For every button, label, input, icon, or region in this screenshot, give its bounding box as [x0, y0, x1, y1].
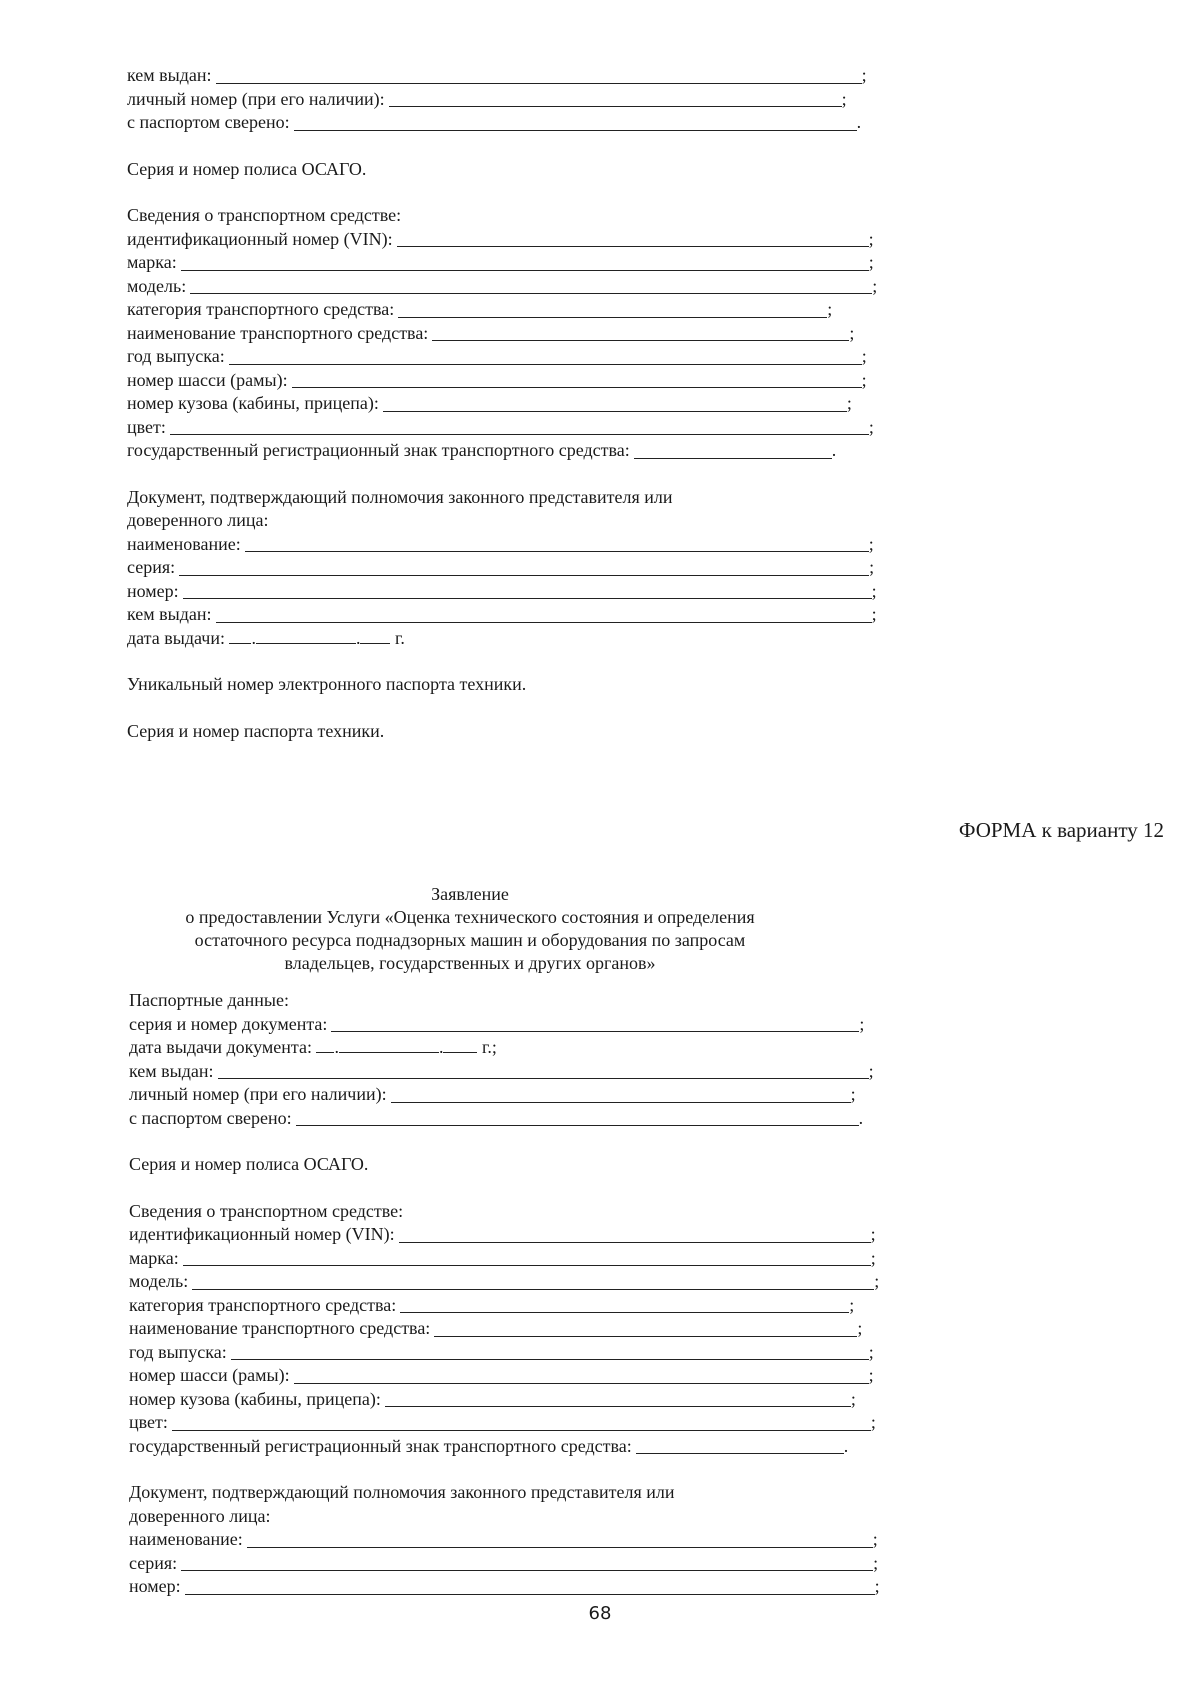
osago-line: Серия и номер полиса ОСАГО. [127, 158, 367, 179]
field-terminator: ; [871, 604, 877, 624]
field-row [129, 1435, 880, 1459]
field-blank[interactable] [294, 113, 857, 131]
field-terminator: ; [868, 252, 874, 272]
field-row [127, 322, 877, 346]
field-label: наименование транспортного средства: [129, 1318, 431, 1338]
field-row [127, 275, 877, 299]
field-row [129, 1013, 880, 1037]
field-blank[interactable] [399, 1225, 871, 1243]
field-row [127, 111, 877, 135]
field-blank[interactable] [397, 229, 869, 247]
field-terminator: ; [841, 88, 847, 109]
passport-issue-year-blank[interactable] [443, 1036, 477, 1053]
vehicle-heading: Сведения о транспортном средстве: [127, 205, 402, 225]
field-terminator: ; [861, 369, 867, 390]
field-row [127, 298, 877, 322]
field-blank[interactable] [636, 1436, 844, 1454]
field-terminator: ; [849, 1294, 855, 1315]
field-terminator: ; [827, 299, 833, 319]
field-terminator: ; [868, 416, 874, 437]
field-row [127, 345, 877, 369]
passport-heading: Паспортные данные: [129, 990, 289, 1010]
field-label: модель: [129, 1271, 189, 1291]
field-row [127, 533, 877, 557]
field-blank[interactable] [170, 417, 869, 435]
field-row [129, 1270, 880, 1294]
issue-date-line: дата выдачи: . . г. [127, 627, 405, 648]
field-terminator: . [856, 112, 862, 132]
vehicle-fields-2 [129, 1223, 880, 1458]
osago-line-2: Серия и номер полиса ОСАГО. [129, 1154, 369, 1174]
field-terminator: ; [868, 1060, 874, 1081]
authority-doc-fields-2 [129, 1528, 880, 1599]
field-blank[interactable] [245, 534, 869, 552]
field-label: марка: [129, 1247, 179, 1268]
title-line-2: о предоставлении Услуги «Оценка технического состояния и определения [185, 907, 755, 927]
field-terminator: ; [850, 1084, 856, 1104]
authority-doc-heading-2: доверенного лица: [127, 510, 269, 530]
authority-doc-heading-2-2: доверенного лица: [129, 1505, 271, 1526]
field-row [129, 1575, 880, 1599]
field-label: наименование: [127, 533, 241, 554]
field-label: номер: [127, 580, 179, 601]
vehicle-fields [127, 228, 877, 463]
field-blank[interactable] [398, 300, 827, 318]
field-terminator: ; [850, 1388, 856, 1409]
field-label: личный номер (при его наличии): [127, 88, 385, 109]
field-terminator: ; [861, 65, 867, 85]
field-label: цвет: [127, 416, 166, 437]
field-blank[interactable] [434, 1319, 857, 1337]
field-label: с паспортом сверено: [129, 1107, 292, 1128]
field-blank[interactable] [634, 441, 832, 459]
field-row [129, 1317, 880, 1341]
field-label: номер кузова (кабины, прицепа): [129, 1388, 381, 1409]
field-row [127, 64, 877, 88]
field-blank[interactable] [172, 1413, 871, 1431]
issue-month-blank[interactable] [256, 627, 356, 644]
field-label: кем выдан: [127, 604, 212, 624]
field-blank[interactable] [216, 66, 862, 84]
field-label: идентификационный номер (VIN): [129, 1224, 395, 1244]
field-row [127, 556, 877, 580]
field-row [127, 228, 877, 252]
field-label: модель: [127, 275, 187, 296]
passport-issue-date-line: дата выдачи документа: . . г.; [129, 1037, 497, 1057]
field-blank[interactable] [294, 1366, 869, 1384]
field-row [127, 88, 877, 112]
field-terminator: ; [868, 1365, 874, 1385]
field-blank[interactable] [179, 558, 869, 576]
field-terminator: ; [871, 580, 877, 601]
field-row [127, 439, 877, 463]
title-line-1: Заявление [431, 884, 509, 904]
passport-issue-date-label: дата выдачи документа: [129, 1037, 312, 1057]
title-line-3: остаточного ресурса поднадзорных машин и оборудования по запросам [194, 930, 746, 950]
field-label: личный номер (при его наличии): [129, 1084, 387, 1104]
title-line-4: владельцев, государственных и других органов» [284, 953, 656, 973]
field-blank[interactable] [400, 1295, 849, 1313]
passport-issue-day-blank[interactable] [316, 1036, 334, 1053]
field-row [129, 1364, 880, 1388]
field-label: год выпуска: [129, 1341, 227, 1362]
field-blank[interactable] [183, 1248, 871, 1266]
field-terminator: ; [868, 1341, 874, 1362]
form-section-1 [127, 64, 877, 743]
field-blank[interactable] [216, 605, 872, 623]
field-blank[interactable] [432, 323, 849, 341]
field-terminator: ; [849, 322, 855, 343]
field-terminator: ; [870, 1412, 876, 1432]
epts-line: Уникальный номер электронного паспорта техники. [127, 674, 527, 694]
field-blank[interactable] [383, 394, 847, 412]
field-blank[interactable] [231, 1342, 869, 1360]
field-row [129, 1528, 880, 1552]
field-terminator: . [843, 1435, 849, 1456]
field-terminator: ; [870, 1247, 876, 1268]
field-row [129, 1341, 880, 1365]
field-row [129, 1107, 880, 1131]
field-row [127, 580, 877, 604]
field-terminator: . [831, 440, 837, 460]
field-label: категория транспортного средства: [129, 1294, 397, 1315]
issue-day-blank[interactable] [229, 627, 251, 644]
field-label: год выпуска: [127, 346, 225, 366]
field-label: кем выдан: [129, 1060, 214, 1081]
field-terminator: ; [846, 393, 852, 413]
field-blank[interactable] [181, 253, 869, 271]
field-blank[interactable] [229, 347, 862, 365]
field-terminator: ; [872, 275, 878, 296]
field-label: государственный регистрационный знак транспортного средства: [129, 1435, 632, 1456]
field-blank[interactable] [185, 1577, 875, 1595]
passport-issue-month-blank[interactable] [339, 1036, 439, 1053]
field-label: с паспортом сверено: [127, 112, 290, 132]
field-blank[interactable] [181, 1553, 873, 1571]
pts-line: Серия и номер паспорта техники. [127, 720, 385, 741]
field-label: серия и номер документа: [129, 1013, 328, 1034]
field-row [129, 1552, 880, 1576]
field-label: цвет: [129, 1412, 168, 1432]
field-row [129, 1294, 880, 1318]
field-label: идентификационный номер (VIN): [127, 228, 393, 249]
forma-label: ФОРМА к варианту 12 [958, 818, 1164, 842]
passport-fields-a [129, 1013, 880, 1037]
field-row [127, 603, 877, 627]
field-label: номер: [129, 1576, 181, 1596]
field-terminator: ; [857, 1318, 863, 1338]
field-blank[interactable] [389, 89, 842, 107]
field-terminator: ; [874, 1271, 880, 1291]
field-label: кем выдан: [127, 65, 212, 85]
field-terminator: ; [868, 533, 874, 554]
issue-date-label: дата выдачи: [127, 627, 225, 648]
field-blank[interactable] [190, 276, 872, 294]
passport-fields [127, 64, 877, 135]
field-row [129, 1247, 880, 1271]
field-label: наименование: [129, 1529, 243, 1549]
field-label: номер шасси (рамы): [129, 1365, 290, 1385]
field-terminator: ; [872, 1529, 878, 1549]
field-row [127, 251, 877, 275]
field-blank[interactable] [391, 1085, 851, 1103]
field-row [127, 416, 877, 440]
field-row [129, 1411, 880, 1435]
authority-doc-heading-1: Документ, подтверждающий полномочия законного представителя или [127, 486, 673, 507]
passport-fields-b [129, 1060, 880, 1131]
field-terminator: ; [859, 1013, 865, 1034]
page-number: 68 [588, 1603, 612, 1624]
field-terminator: . [858, 1107, 864, 1128]
field-blank[interactable] [292, 370, 862, 388]
field-terminator: ; [869, 557, 875, 577]
field-row [129, 1388, 880, 1412]
field-blank[interactable] [183, 581, 872, 599]
field-label: серия: [127, 557, 176, 577]
field-blank[interactable] [385, 1389, 851, 1407]
field-row [129, 1060, 880, 1084]
field-blank[interactable] [192, 1272, 874, 1290]
field-label: номер кузова (кабины, прицепа): [127, 393, 379, 413]
field-row [129, 1083, 880, 1107]
application-title [140, 883, 800, 975]
field-terminator: ; [868, 228, 874, 249]
field-blank[interactable] [296, 1108, 859, 1126]
field-terminator: ; [874, 1576, 880, 1596]
field-blank[interactable] [331, 1014, 859, 1032]
field-label: марка: [127, 252, 177, 272]
issue-year-blank[interactable] [360, 627, 390, 644]
field-label: номер шасси (рамы): [127, 369, 288, 390]
field-blank[interactable] [247, 1530, 873, 1548]
field-terminator: ; [873, 1552, 879, 1573]
issue-date-suffix: г. [394, 627, 405, 648]
field-terminator: ; [861, 346, 867, 366]
form-section-2 [129, 989, 880, 1599]
passport-issue-date-suffix: г.; [481, 1037, 497, 1057]
authority-doc-heading-2-1: Документ, подтверждающий полномочия законного представителя или [129, 1482, 675, 1502]
field-label: серия: [129, 1552, 178, 1573]
authority-doc-fields [127, 533, 877, 627]
field-row [127, 369, 877, 393]
field-blank[interactable] [218, 1061, 869, 1079]
field-label: наименование транспортного средства: [127, 322, 429, 343]
field-label: категория транспортного средства: [127, 299, 395, 319]
field-terminator: ; [870, 1224, 876, 1244]
field-row [129, 1223, 880, 1247]
field-label: государственный регистрационный знак транспортного средства: [127, 440, 630, 460]
vehicle-heading-2: Сведения о транспортном средстве: [129, 1200, 404, 1221]
field-row [127, 392, 877, 416]
